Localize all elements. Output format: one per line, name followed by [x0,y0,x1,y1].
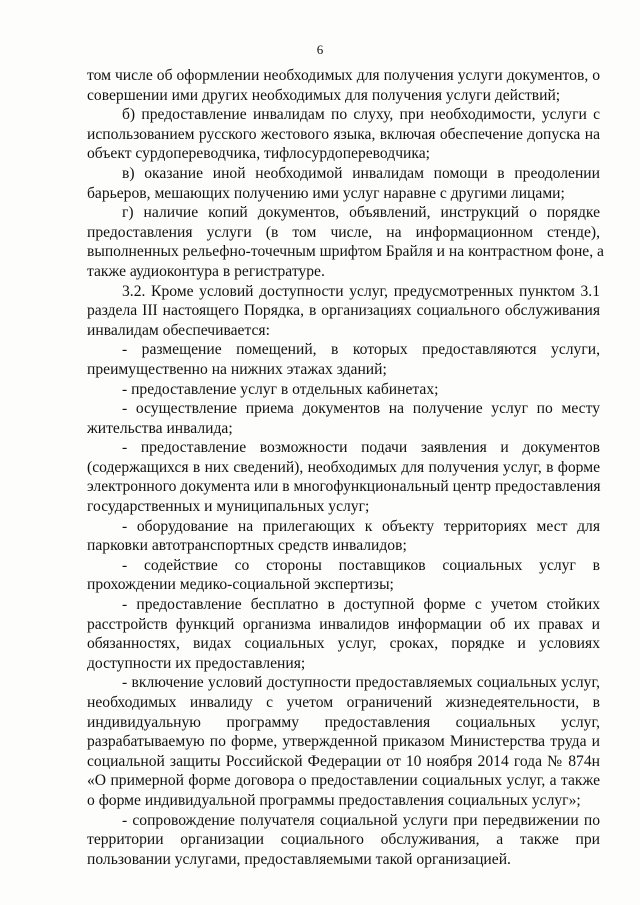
text-line: объект сурдопереводчика, тифлосурдопереводчика; [87,145,430,163]
text-line: социальной защиты Российской Федерации от 10 ноября 2014 года № 874н [87,752,600,770]
text-line: том числе об оформлении необходимых для получения услуги документов, о [87,67,600,84]
page-number: 6 [316,42,324,57]
text-line: - сопровождение получателя социальной услуги при передвижении по [122,811,600,829]
text-line: выполненных рельефно-точечным шрифтом Брайля и на контрастном фоне, а [87,243,604,261]
paragraph [87,66,600,105]
text-line: «О примерной форме договора о предоставлении социальных услуг, а также [87,772,600,790]
text-line: - оборудование на прилегающих к объекту территориях мест для [122,517,600,535]
text-line: пользовании услугами, предоставляемыми такой организацией. [87,850,511,868]
paragraph [87,438,600,516]
paragraph [87,105,600,164]
text-line: - содействие со стороны поставщиков социальных услуг в [122,556,600,574]
document-body [87,66,604,869]
text-line: парковки автотранспортных средств инвалидов; [87,537,407,555]
paragraph [87,673,600,810]
text-line: доступности их предоставления; [87,654,306,672]
text-line: обязанностях, видах социальных услуг, сроках, порядке и условиях [87,635,600,653]
text-line: о форме индивидуальной программы предоставления социальных услуг»; [87,791,581,809]
text-line: прохождении медико-социальной экспертизы; [87,576,394,594]
text-line: электронного документа или в многофункциональный центр предоставления [87,478,601,496]
paragraph [87,380,600,400]
text-line: в) оказание иной необходимой инвалидам помощи в преодолении [122,164,600,182]
text-line: инвалидам обеспечивается: [87,321,270,339]
paragraph [87,399,600,438]
text-line: индивидуальную программу предоставления социальных услуг, [87,713,600,731]
text-line: 3.2. Кроме условий доступности услуг, предусмотренных пунктом 3.1 [122,282,600,300]
paragraph [87,517,600,556]
paragraph [87,556,600,595]
text-line: - осуществление приема документов на получение услуг по месту [122,400,600,418]
text-line: жительства инвалида; [87,419,233,437]
text-line: раздела III настоящего Порядка, в организациях социального обслуживания [87,302,600,320]
text-line: - предоставление возможности подачи заявления и документов [122,439,600,457]
text-line: преимущественно на нижних этажах зданий; [87,360,387,378]
text-line: разрабатываемую по форме, утвержденной приказом Министерства труда и [87,733,600,751]
text-line: г) наличие копий документов, объявлений, инструкций о порядке [122,204,600,222]
text-line: использованием русского жестового языка, включая обеспечение допуска на [87,125,600,143]
paragraph [87,282,600,341]
text-line: государственных и муниципальных услуг; [87,498,370,516]
text-line: территории организации социального обслуживания, а также при [87,831,600,849]
text-line: (содержащихся в них сведений), необходимых для получения услуг, в форме [87,458,600,476]
text-line: б) предоставление инвалидам по слуху, при необходимости, услуги с [122,106,600,124]
text-line: - предоставление услуг в отдельных кабинетах; [122,380,439,398]
text-line: также аудиоконтура в регистратуре. [87,262,325,280]
text-line: совершении ими других необходимых для получения услуги действий; [87,86,561,104]
text-line: - размещение помещений, в которых предоставляются услуги, [122,341,600,359]
paragraph [87,203,604,281]
paragraph [87,340,600,379]
paragraph [87,811,600,870]
text-line: расстройств функций организма инвалидов информации об их правах и [87,615,600,633]
text-line: предоставления услуги (в том числе, на информационном стенде), [87,223,600,241]
text-line: - включение условий доступности предоставляемых социальных услуг, [122,674,600,692]
text-line: - предоставление бесплатно в доступной форме с учетом стойких [122,596,600,614]
paragraph [87,595,600,673]
text-line: барьеров, мешающих получению ими услуг наравне с другими лицами; [87,184,565,202]
text-line: необходимых инвалиду с учетом ограничений жизнедеятельности, в [87,694,600,711]
paragraph [87,164,600,203]
